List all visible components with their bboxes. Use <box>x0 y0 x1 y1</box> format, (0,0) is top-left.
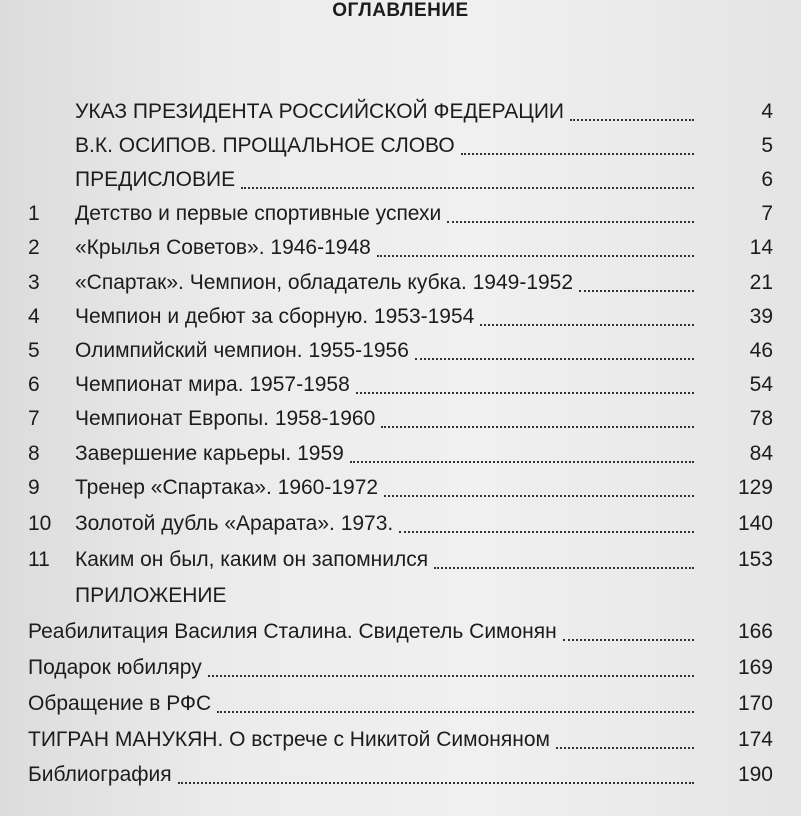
toc-entry <box>0 442 801 476</box>
page-title: ОГЛАВЛЕНИЕ <box>332 0 469 21</box>
page-number: 140 <box>737 512 773 535</box>
appendix-heading <box>0 584 801 618</box>
entry-title: Реабилитация Василия Сталина. Свидетель Симонян <box>28 620 557 643</box>
appendix-entry <box>0 728 801 762</box>
chapter-number: 9 <box>28 476 40 499</box>
chapter-number: 3 <box>28 271 40 294</box>
entry-title: «Спартак». Чемпион, обладатель кубка. 1949-1952 <box>75 271 574 294</box>
dot-leader <box>415 358 694 360</box>
dot-leader <box>563 639 694 641</box>
dot-leader <box>377 255 694 257</box>
page-number: 46 <box>749 339 773 362</box>
appendix-entry <box>0 763 801 797</box>
page-number: 129 <box>737 476 773 499</box>
toc-entry <box>0 373 801 407</box>
appendix-entry <box>0 656 801 690</box>
toc-entry <box>0 236 801 270</box>
page-number: 4 <box>761 100 773 123</box>
dot-leader <box>208 675 694 677</box>
entry-title: Золотой дубль «Арарата». 1973. <box>75 512 394 535</box>
chapter-number: 6 <box>28 373 40 396</box>
dot-leader <box>434 567 694 569</box>
toc-entry <box>0 202 801 236</box>
page-number: 78 <box>749 407 773 430</box>
dot-leader <box>579 290 694 292</box>
page-number: 5 <box>761 134 773 157</box>
chapter-number: 5 <box>28 339 40 362</box>
chapter-number: 2 <box>28 236 40 259</box>
entry-title: Чемпионат мира. 1957-1958 <box>75 373 350 396</box>
dot-leader <box>241 187 694 189</box>
chapter-number: 1 <box>28 202 40 225</box>
page-number: 170 <box>737 692 773 715</box>
toc-entry <box>0 168 801 202</box>
entry-title: УКАЗ ПРЕЗИДЕНТА РОССИЙСКОЙ ФЕДЕРАЦИИ <box>75 100 565 123</box>
page-number: 153 <box>737 548 773 571</box>
dot-leader <box>556 747 694 749</box>
chapter-number: 4 <box>28 305 40 328</box>
entry-title: Олимпийский чемпион. 1955-1956 <box>75 339 409 362</box>
dot-leader <box>399 531 694 533</box>
appendix-entry <box>0 620 801 654</box>
toc-entry <box>0 271 801 305</box>
entry-title: Подарок юбиляру <box>28 656 202 679</box>
dot-leader <box>570 119 694 121</box>
toc-entry <box>0 100 801 134</box>
entry-title: Детство и первые спортивные успехи <box>75 202 442 225</box>
entry-title: Тренер «Спартака». 1960-1972 <box>75 476 379 499</box>
chapter-number: 10 <box>28 512 52 535</box>
page-number: 174 <box>737 728 773 751</box>
appendix-entry <box>0 692 801 726</box>
entry-title: «Крылья Советов». 1946-1948 <box>75 236 371 259</box>
dot-leader <box>480 324 694 326</box>
dot-leader <box>447 221 694 223</box>
page-number: 21 <box>749 271 773 294</box>
page-number: 7 <box>761 202 773 225</box>
dot-leader <box>461 153 694 155</box>
chapter-number: 11 <box>28 548 50 571</box>
dot-leader <box>350 461 694 463</box>
entry-title: ПРИЛОЖЕНИЕ <box>75 584 227 607</box>
entry-title: Библиография <box>28 763 172 786</box>
toc-entry <box>0 407 801 441</box>
page-number: 166 <box>737 620 773 643</box>
entry-title: Чемпионат Европы. 1958-1960 <box>75 407 376 430</box>
chapter-number: 7 <box>28 407 40 430</box>
entry-title: Завершение карьеры. 1959 <box>75 442 344 465</box>
toc-entry <box>0 305 801 339</box>
page-number: 14 <box>749 236 773 259</box>
page-number: 84 <box>749 442 773 465</box>
page-number: 190 <box>737 763 773 786</box>
entry-title: В.К. ОСИПОВ. ПРОЩАЛЬНОЕ СЛОВО <box>75 134 455 157</box>
toc-entry <box>0 476 801 510</box>
dot-leader <box>381 426 694 428</box>
entry-title: Каким он был, каким он запомнился <box>75 548 429 571</box>
chapter-number: 8 <box>28 442 40 465</box>
entry-title: ТИГРАН МАНУКЯН. О встрече с Никитой Симоняном <box>28 728 550 751</box>
page-number: 6 <box>761 168 773 191</box>
dot-leader <box>178 782 694 784</box>
entry-title: ПРЕДИСЛОВИЕ <box>75 168 236 191</box>
dot-leader <box>356 392 694 394</box>
dot-leader <box>384 495 694 497</box>
page-number: 169 <box>737 656 773 679</box>
toc-entry <box>0 548 801 582</box>
dot-leader <box>217 711 694 713</box>
toc-entry <box>0 339 801 373</box>
entry-title: Обращение в РФС <box>28 692 212 715</box>
page-number: 54 <box>749 373 773 396</box>
toc-entry <box>0 512 801 546</box>
page-number: 39 <box>749 305 773 328</box>
entry-title: Чемпион и дебют за сборную. 1953-1954 <box>75 305 475 328</box>
toc-entry <box>0 134 801 168</box>
